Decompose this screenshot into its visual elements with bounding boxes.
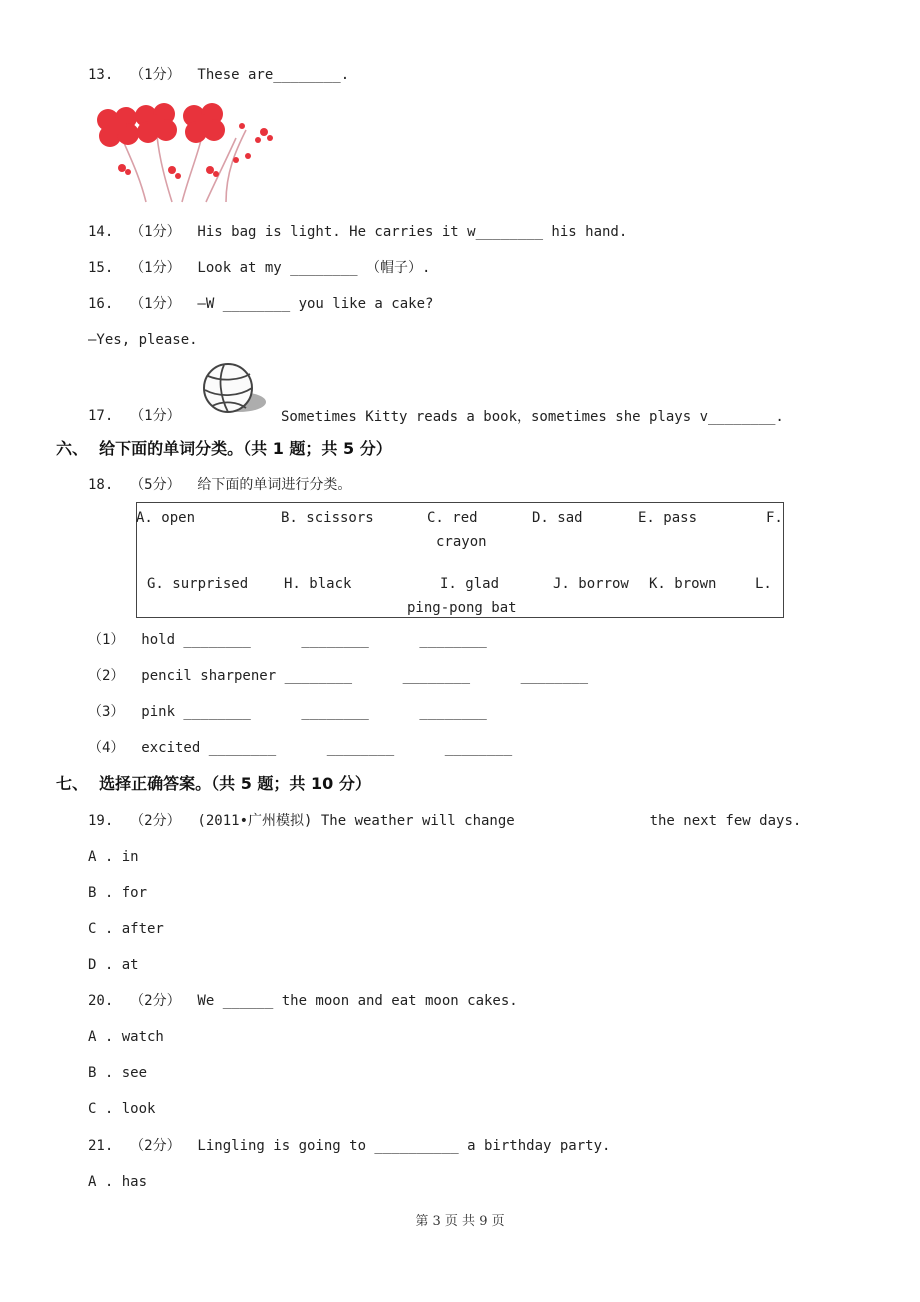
question-19-option-c: C . after xyxy=(88,921,164,937)
question-19-option-d: D . at xyxy=(88,957,139,973)
question-14: 14. （1分） His bag is light. He carries it w________ his hand. xyxy=(88,224,628,240)
sub-question-1: （1） hold ________ ________ ________ xyxy=(88,632,487,648)
page-footer: 第 3 页 共 9 页 xyxy=(415,1214,505,1229)
question-13: 13. （1分） These are________. xyxy=(88,67,350,83)
volleyball-illustration xyxy=(198,362,270,418)
sub-question-3: （3） pink ________ ________ ________ xyxy=(88,704,487,720)
question-16: 16. （1分） —W ________ you like a cake? xyxy=(88,296,434,312)
question-21-option-a: A . has xyxy=(88,1174,148,1190)
question-19-option-b: B . for xyxy=(88,885,148,901)
question-20: 20. （2分） We ______ the moon and eat moon cakes. xyxy=(88,993,518,1009)
word-l: L. xyxy=(755,576,772,592)
question-19-option-a: A . in xyxy=(88,849,139,865)
word-h: H. black xyxy=(284,576,352,592)
question-18: 18. （5分） 给下面的单词进行分类。 xyxy=(88,477,352,493)
word-d: D. sad xyxy=(532,510,583,526)
question-20-option-c: C . look xyxy=(88,1101,156,1117)
word-j: J. borrow xyxy=(553,576,629,592)
flowers-illustration xyxy=(86,100,276,204)
section-7-heading: 七、 选择正确答案。（共 5 题；共 10 分） xyxy=(56,774,371,793)
question-20-option-a: A . watch xyxy=(88,1029,164,1045)
word-f: F. xyxy=(766,510,783,526)
word-g: G. surprised xyxy=(147,576,249,592)
question-21: 21. （2分） Lingling is going to __________ a birthday party. xyxy=(88,1138,611,1154)
section-6-heading: 六、 给下面的单词分类。（共 1 题；共 5 分） xyxy=(56,439,392,458)
word-k: K. brown xyxy=(649,576,717,592)
word-b: B. scissors xyxy=(281,510,374,526)
word-e: E. pass xyxy=(638,510,698,526)
word-i: I. glad xyxy=(440,576,500,592)
sub-question-2: （2） pencil sharpener ________ ________ ________ xyxy=(88,668,589,684)
question-17-text: Sometimes Kitty reads a book，sometimes she plays v________. xyxy=(281,409,784,425)
word-c: C. red xyxy=(427,510,478,526)
word-l-continued: ping-pong bat xyxy=(407,600,517,616)
question-16-answer: —Yes, please. xyxy=(88,332,198,348)
word-f-continued: crayon xyxy=(436,534,487,550)
question-15: 15. （1分） Look at my ________ （帽子）. xyxy=(88,260,431,276)
sub-question-4: （4） excited ________ ________ ________ xyxy=(88,740,513,756)
question-19: 19. （2分） (2011•广州模拟) The weather will change the next few days. xyxy=(88,813,802,829)
question-20-option-b: B . see xyxy=(88,1065,148,1081)
word-a: A. open xyxy=(136,510,196,526)
question-17-number: 17. （1分） xyxy=(88,408,181,424)
